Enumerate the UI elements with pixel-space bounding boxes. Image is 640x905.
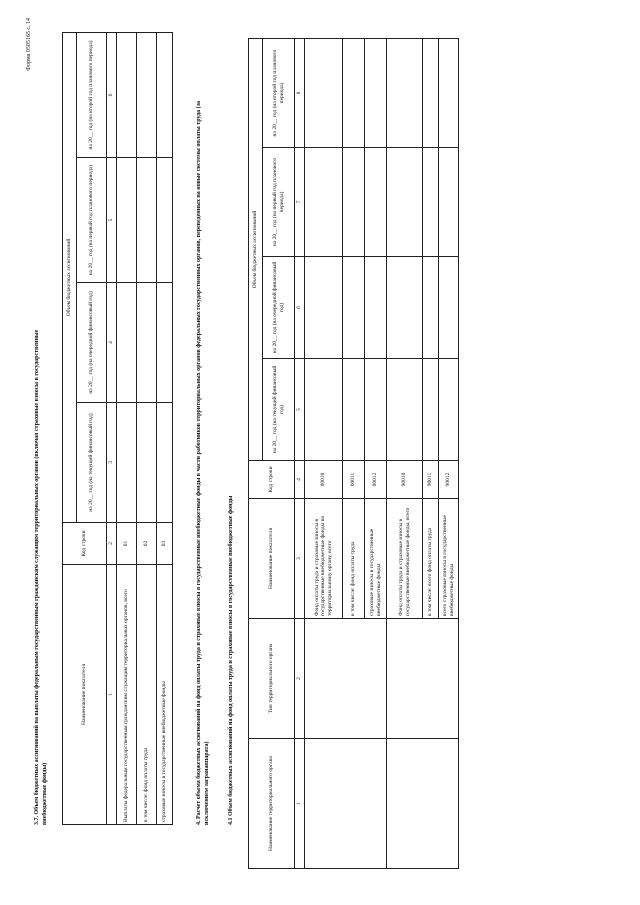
row-name: Фонд оплаты труда и страховые взносы в государственные внебюджетные фонды, всего [387,499,423,619]
value-cell[interactable] [387,359,423,461]
row-name: страховые взносы в государственные внебюджетные фонды [157,565,173,825]
value-cell[interactable] [117,33,137,158]
row-name: всего страховые взносы в государственные внебюджетные фонды [439,499,459,619]
value-cell[interactable] [387,148,423,257]
value-cell[interactable] [423,148,439,257]
value-cell[interactable] [365,359,387,461]
table-row [157,33,173,825]
value-cell[interactable] [137,283,157,403]
value-cell[interactable] [305,39,343,148]
value-cell[interactable] [387,257,423,359]
section-3-7-table [62,32,173,825]
col-number: 6 [107,33,117,158]
col-number: 1 [295,739,305,869]
value-cell[interactable] [157,283,173,403]
org-name-cell[interactable] [305,739,387,869]
row-name: в том числе: всего фонд оплаты труда [423,499,439,619]
value-cell[interactable] [305,148,343,257]
row-code: 90012 [439,461,459,499]
col-number: 7 [295,148,305,257]
value-cell[interactable] [157,33,173,158]
value-cell[interactable] [387,39,423,148]
col-number: 2 [295,619,305,739]
value-cell[interactable] [343,39,365,148]
summary-empty-cell [387,619,459,739]
row-code: 00012 [365,461,387,499]
row-code: 00011 [343,461,365,499]
col-number: 2 [107,523,117,565]
section-3-7-title: 3.7. Объем бюджетных ассигнований на выплаты федеральным государственным гражданским служащим территориальных органов (включая страховые взносы в государственные внебюджетные фонды) [34,329,48,825]
row-code: 00010 [305,461,343,499]
header-plan-year-1: на 20__ год (на первый год планового периода) [77,158,107,283]
value-cell[interactable] [117,158,137,283]
header-plan-year-2: на 20__ год (на второй год планового периода) [77,33,107,158]
value-cell[interactable] [305,257,343,359]
col-number: 6 [295,257,305,359]
form-label: Форма 0505165 с. 14 [26,18,32,71]
header-volume: Объем бюджетных ассигнований [249,39,263,461]
table-row [117,33,137,825]
header-plan-year-2: на 20__ год (на второй год планового периода) [263,39,295,148]
section-4-1-title: 4.1 Объем бюджетных ассигнований на фонд оплаты труда и страховые взносы в государственные внебюджетные фонды [228,495,234,825]
header-next-year: на 20__ год (на очередной финансовый год) [77,283,107,403]
header-name: Наименование показателя [63,565,107,825]
header-current-year: на 20__ год (на текущий финансовый год) [263,359,295,461]
row-code: 03 [157,523,173,565]
row-name: в том числе: фонд оплаты труда [343,499,365,619]
table-row [387,39,423,869]
value-cell[interactable] [137,33,157,158]
col-number: 8 [295,39,305,148]
value-cell[interactable] [365,148,387,257]
row-name: страховые взносы в государственные внебюджетные фонды [365,499,387,619]
header-code: Код строки [63,523,107,565]
value-cell[interactable] [305,359,343,461]
value-cell[interactable] [117,403,137,523]
header-plan-year-1: на 20__ год (на первый год планового периода) [263,148,295,257]
header-indicator: Наименование показателя [249,499,295,619]
value-cell[interactable] [365,39,387,148]
row-code: 01 [117,523,137,565]
value-cell[interactable] [423,257,439,359]
row-code: 02 [137,523,157,565]
table-row [137,33,157,825]
header-current-year: на 20__ год (на текущий финансовый год) [77,403,107,523]
col-number: 4 [295,461,305,499]
col-number: 1 [107,565,117,825]
col-number: 4 [107,283,117,403]
value-cell[interactable] [343,148,365,257]
value-cell[interactable] [439,359,459,461]
header-code: Код строки [249,461,295,499]
value-cell[interactable] [343,257,365,359]
table-row [305,39,343,869]
value-cell[interactable] [137,158,157,283]
value-cell[interactable] [423,359,439,461]
value-cell[interactable] [439,257,459,359]
value-cell[interactable] [137,403,157,523]
summary-empty-cell [387,739,459,869]
header-org-name: Наименование территориального органа [249,739,295,869]
col-number: 5 [295,359,305,461]
row-name: Выплаты федеральным государственным гражданским служащим территориальных органов, всего [117,565,137,825]
row-name: в том числе: фонд оплаты труда [137,565,157,825]
value-cell[interactable] [439,39,459,148]
section-4-title: 4. Расчет объема бюджетных ассигнований на фонд оплаты труда и страховые взносы в государственные внебюджетные фонды в части работников территориальных органов федеральных государственных органов, переведенных на новые системы оплаты труда (за исключением загранаппарата) [196,100,210,825]
row-name: Фонд оплаты труда и страховые взносы в государственные внебюджетные фонды по территориальному органу, всего [305,499,343,619]
section-4-1-table [248,38,459,869]
value-cell[interactable] [157,403,173,523]
col-number: 3 [107,403,117,523]
value-cell[interactable] [439,148,459,257]
value-cell[interactable] [117,283,137,403]
col-number: 5 [107,158,117,283]
row-code: 90010 [387,461,423,499]
value-cell[interactable] [423,39,439,148]
org-type-cell[interactable] [305,619,387,739]
value-cell[interactable] [365,257,387,359]
header-volume: Объем бюджетных ассигнований [63,33,77,523]
value-cell[interactable] [343,359,365,461]
col-number: 3 [295,499,305,619]
header-org-type: Тип территориального органа [249,619,295,739]
value-cell[interactable] [157,158,173,283]
header-next-year: на 20__ год (на очередной финансовый год) [263,257,295,359]
row-code: 90011 [423,461,439,499]
